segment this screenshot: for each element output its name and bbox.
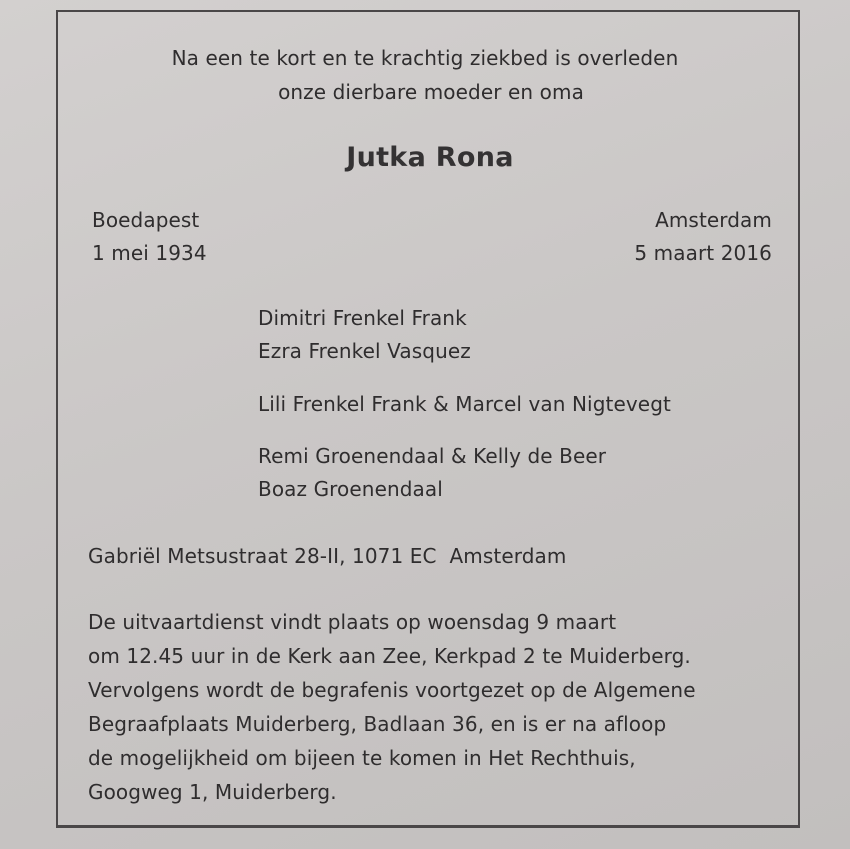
deceased-name: Jutka Rona xyxy=(346,142,514,173)
service-line: de mogelijkheid om bijeen te komen in Het Rechthuis, xyxy=(88,746,636,770)
service-line: Googweg 1, Muiderberg. xyxy=(88,780,337,804)
birth-date: 1 mei 1934 xyxy=(92,241,207,265)
service-line: Begraafplaats Muiderberg, Badlaan 36, en is er na afloop xyxy=(88,712,667,736)
service-line: De uitvaartdienst vindt plaats op woensdag 9 maart xyxy=(88,610,617,634)
death-date: 5 maart 2016 xyxy=(634,241,772,265)
family-member: Remi Groenendaal & Kelly de Beer xyxy=(258,444,607,468)
family-member: Boaz Groenendaal xyxy=(258,477,443,501)
family-member: Ezra Frenkel Vasquez xyxy=(258,339,471,363)
death-place: Amsterdam xyxy=(655,208,772,232)
family-member: Lili Frenkel Frank & Marcel van Nigtevegt xyxy=(258,392,671,416)
intro-line-1: Na een te kort en te krachtig ziekbed is overleden xyxy=(171,46,679,70)
service-line: om 12.45 uur in de Kerk aan Zee, Kerkpad 2 te Muiderberg. xyxy=(88,644,691,668)
service-line: Vervolgens wordt de begrafenis voortgezet op de Algemene xyxy=(88,678,696,702)
birth-place: Boedapest xyxy=(92,208,200,232)
family-member: Dimitri Frenkel Frank xyxy=(258,306,467,330)
intro-line-2: onze dierbare moeder en oma xyxy=(278,80,584,104)
home-address: Gabriël Metsustraat 28-II, 1071 EC Amsterdam xyxy=(88,544,567,568)
